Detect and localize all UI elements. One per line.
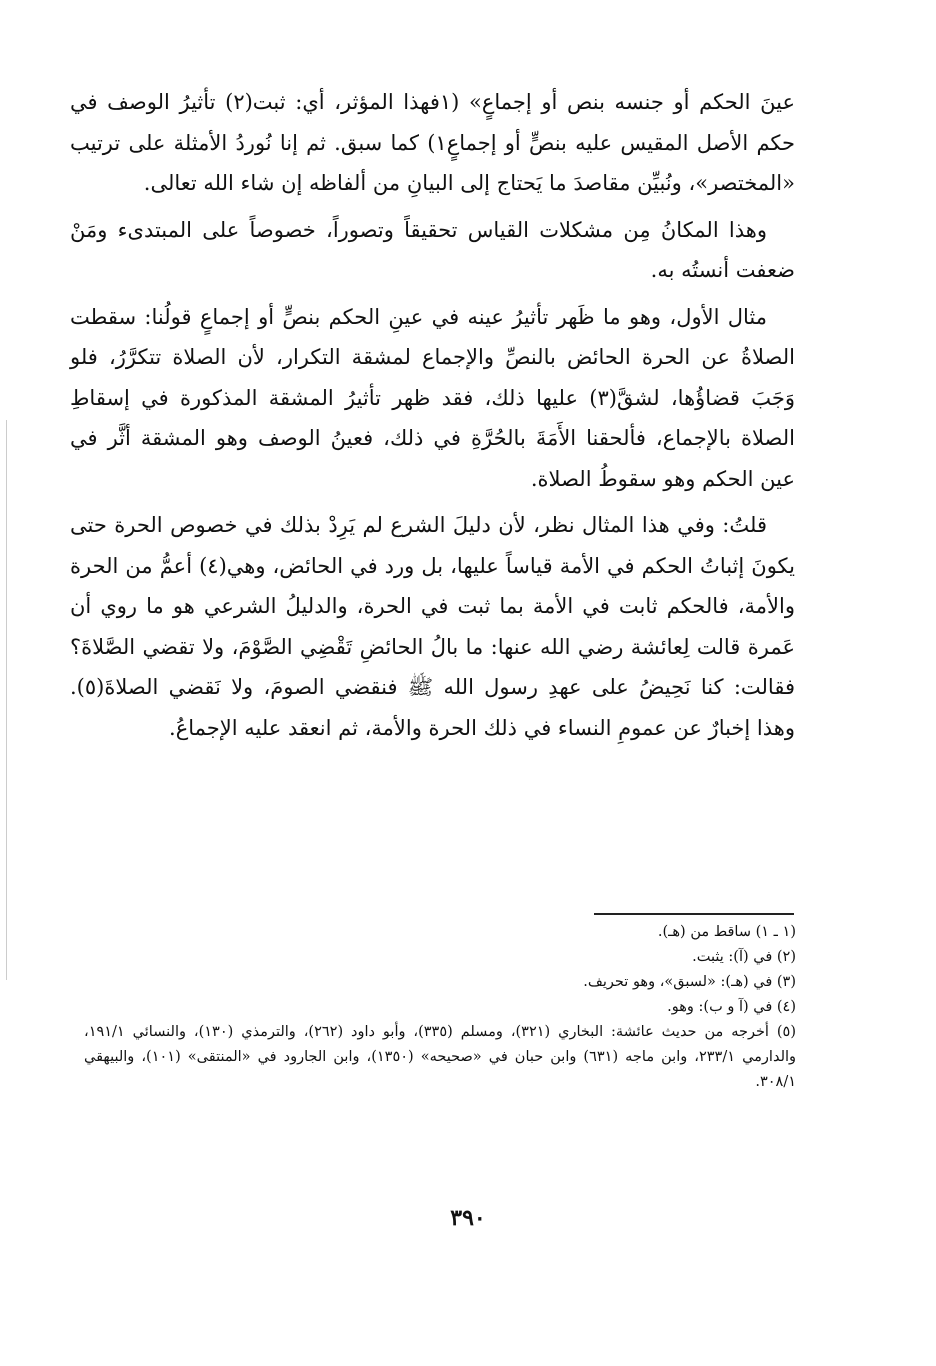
footnote-1: (١ ـ ١) ساقط من (هـ). — [657, 924, 796, 940]
scan-margin-line — [6, 420, 7, 980]
footnote-5: (٥) أخرجه من حديث عائشة: البخاري (٣٢١)، ومسلم (٣٣٥)، وأبو داود (٢٦٢)، والترمذي (١٣٠)، والنسائي ١٩١/١، والدارمي ٢٣٣/١، وابن ماجه (٦٣١) وابن حبان في «صحيحه» (١٣٥٠)، وابن الجارود في «المنتقى» (١٠١)، والبيهقي ٣٠٨/١. — [84, 1024, 797, 1090]
paragraph-1: عينَ الحكم أو جنسه بنص أو إجماعٍ» (١فهذا المؤثر، أي: ثبت(٢) تأثيرُ الوصف في حكم الأصل المقيس عليه بنصٍّ أو إجماعٍ١) كما سبق. ثم إنا نُوردُ الأمثلة على ترتيب «المختصر»، ونُبيِّن مقاصدَ ما يَحتاج إلى البيانِ من ألفاظه إن شاء الله تعالى. — [70, 90, 795, 195]
paragraph-4: قلتُ: وفي هذا المثال نظر، لأن دليلَ الشرع لم يَرِدْ بذلك في خصوص الحرة حتى يكونَ إثباتُ الحكم في الأمة قياساً عليها، بل ورد في الحائض، وهي(٤) أعمُّ من الحرة والأمة، فالحكم ثابت في الأمة بما ثبت في الحرة، والدليلُ الشرعي هو ما روي أن عَمرة قالت لِعائشة رضي الله عنها: ما بالُ الحائضِ تَقْضِي الصَّوْمَ، ولا تقضي الصَّلاةَ؟ فقالت: كنا نَحِيضُ على عهدِ رسول الله ﷺ فنقضي الصومَ، ولا نَقضي الصلاةَ(٥). وهذا إخبارٌ عن عمومِ النساء في ذلك الحرة والأمة، ثم انعقد عليه الإجماعُ. — [70, 513, 795, 740]
paragraph-2: وهذا المكانُ مِن مشكلات القياس تحقيقاً وتصوراً، خصوصاً على المبتدىء ومَنْ ضعفت أنستُه به. — [70, 217, 795, 282]
page-number: ٣٩٠ — [450, 1205, 486, 1231]
footnote-3: (٣) في (هـ): «لسبق»، وهو تحريف. — [583, 974, 796, 990]
footnote-separator — [594, 913, 794, 915]
paragraph-3: مثال الأول، وهو ما ظَهر تأثيرُ عينه في عينِ الحكم بنصٍّ أو إجماعٍ قولُنا: سقطت الصلاةُ عن الحرة الحائض بالنصِّ والإجماع لمشقة التكرار، لأن الصلاة تتكرَّرُ، فلو وَجَبَ قضاؤُها، لشقَّ(٣) عليها ذلك، فقد ظهر تأثيرُ المشقة المذكورة في إسقاطِ الصلاة بالإجماع، فألحقنا الأَمَةَ بالحُرَّةِ في ذلك، فعينُ الوصف وهو المشقة أثَّر في عين الحكم وهو سقوطُ الصلاة. — [70, 304, 795, 491]
footnote-4: (٤) في (آ و ب): وهو. — [667, 999, 796, 1015]
footnote-2: (٢) في (آ): يثبت. — [692, 949, 796, 965]
main-text — [70, 82, 795, 754]
footnotes — [84, 920, 796, 1095]
